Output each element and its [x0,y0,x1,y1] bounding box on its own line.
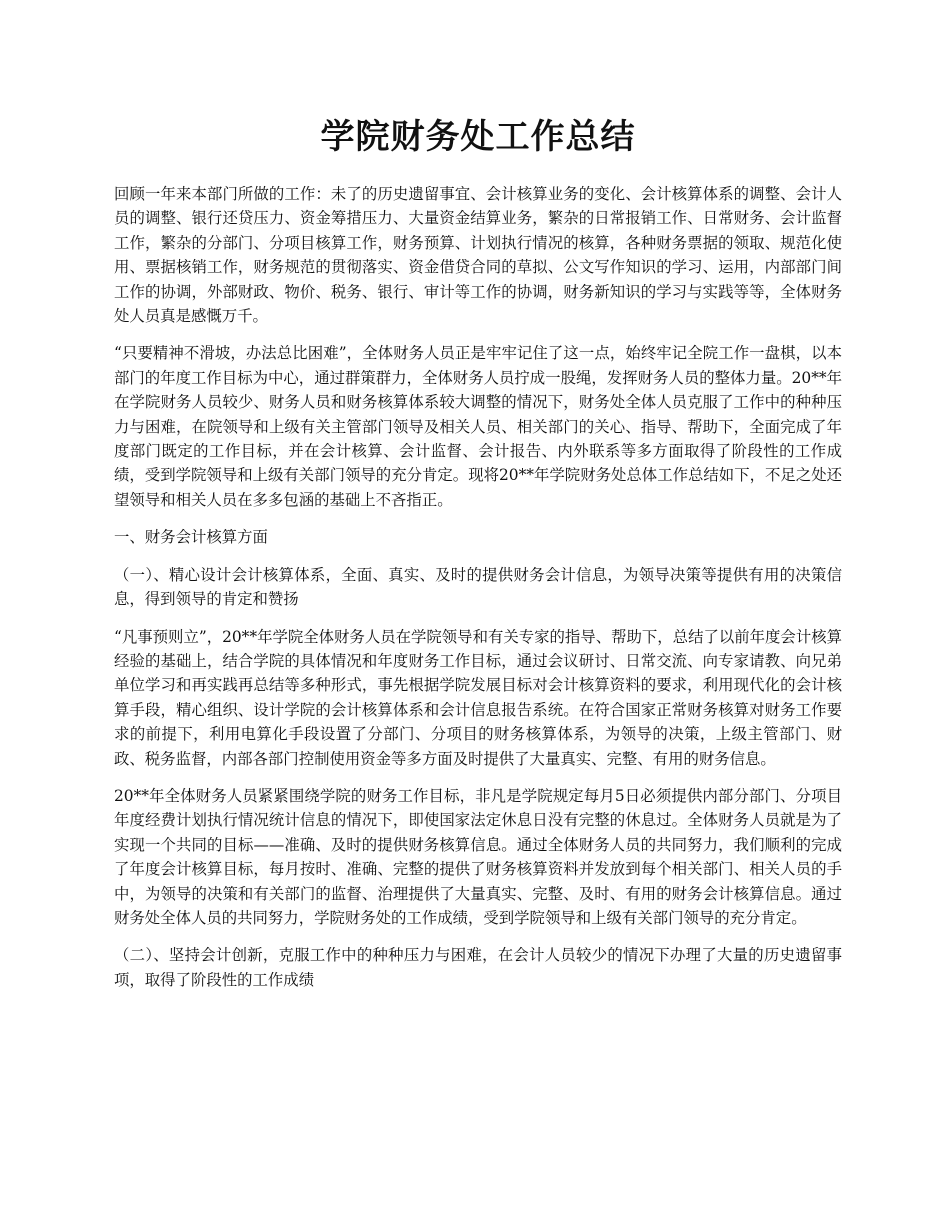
paragraph-targets: 20**年全体财务人员紧紧围绕学院的财务工作目标，非凡是学院规定每月5日必须提供内部分部门、分项目年度经费计划执行情况统计信息的情况下，即使国家法定休息日没有完整的休息过。全体财务人员就是为了实现一个共同的目标——准确、及时的提供财务核算信息。通过全体财务人员的共同努力，我们顺利的完成了年度会计核算目标，每月按时、准确、完整的提供了财务核算资料并发放到每个相关部门、相关人员的手中，为领导的决策和有关部门的监督、治理提供了大量真实、完整、及时、有用的财务会计核算信息。通过财务处全体人员的共同努力，学院财务处的工作成绩，受到学院领导和上级有关部门领导的充分肯定。 [114,786,842,927]
section-heading-accounting: 一、财务会计核算方面 [114,528,268,547]
paragraph-intro: 回顾一年来本部门所做的工作：未了的历史遗留事宜、会计核算业务的变化、会计核算体系的调整、会计人员的调整、银行还贷压力、资金筹措压力、大量资金结算业务，繁杂的日常报销工作、日常财务、会计监督工作，繁杂的分部门、分项目核算工作，财务预算、计划执行情况的核算，各种财务票据的领取、规范化使用、票据核销工作，财务规范的贯彻落实、资金借贷合同的草拟、公文写作知识的学习、运用，内部部门间工作的协调，外部财政、物价、税务、银行、审计等工作的协调，财务新知识的学习与实践等等，全体财务处人员真是感慨万千。 [114,185,842,326]
subsection-heading-2: （二）、坚持会计创新，克服工作中的种种压力与困难，在会计人员较少的情况下办理了大量的历史遗留事项，取得了阶段性的工作成绩 [114,946,842,989]
paragraph-system-design: “凡事预则立”，20**年学院全体财务人员在学院领导和有关专家的指导、帮助下，总结了以前年度会计核算经验的基础上，结合学院的具体情况和年度财务工作目标，通过会议研讨、日常交流、向专家请教、向兄弟单位学习和再实践再总结等多种形式，事先根据学院发展目标对会计核算资料的要求，利用现代化的会计核算手段，精心组织、设计学院的会计核算体系和会计信息报告系统。在符合国家正常财务核算对财务工作要求的前提下，利用电算化手段设置了分部门、分项目的财务核算体系，为领导的决策，上级主管部门、财政、税务监督，内部各部门控制使用资金等多方面及时提供了大量真实、完整、有用的财务信息。 [114,627,842,768]
paragraph-overview: “只要精神不滑坡，办法总比困难”，全体财务人员正是牢牢记住了这一点，始终牢记全院工作一盘棋，以本部门的年度工作目标为中心，通过群策群力，全体财务人员拧成一股绳，发挥财务人员的整体力量。20**年在学院财务人员较少、财务人员和财务核算体系较大调整的情况下，财务处全体人员克服了工作中的种种压力与困难，在院领导和上级有关主管部门领导及相关人员、相关部门的关心、指导、帮助下，全面完成了年度部门既定的工作目标，并在会计核算、会计监督、会计报告、内外联系等多方面取得了阶段性的工作成绩，受到学院领导和上级有关部门领导的充分肯定。现将20**年学院财务处总体工作总结如下，不足之处还望领导和相关人员在多多包涵的基础上不吝指正。 [114,344,842,509]
document-page [114,112,842,1005]
document-title: 学院财务处工作总结 [320,117,636,157]
subsection-heading-1: （一）、精心设计会计核算体系，全面、真实、及时的提供财务会计信息，为领导决策等提供有用的决策信息，得到领导的肯定和赞扬 [114,565,842,609]
